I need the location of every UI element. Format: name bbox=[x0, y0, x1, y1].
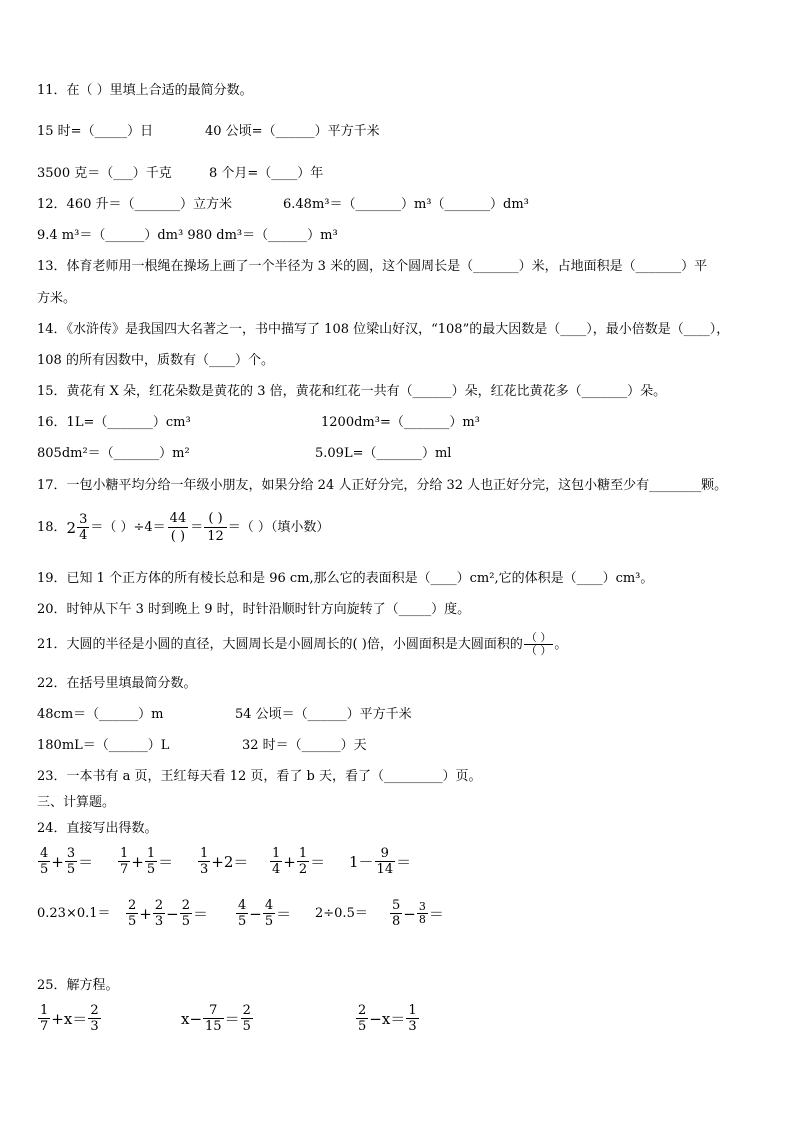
q23-line1[interactable]: 23．一本书有 a 页，王红每天看 12 页，看了 b 天，看了（_________）页。 bbox=[37, 769, 482, 784]
q18-line bbox=[37, 510, 329, 545]
q24-r1-item1[interactable]: $\frac{4}{5}$ + $\frac{3}{5}$ ＝ bbox=[40, 846, 94, 877]
q22-line1 bbox=[37, 706, 412, 724]
q25-equation-3[interactable]: $\frac{2}{5}$ −x＝ $\frac{1}{3}$ bbox=[358, 1003, 417, 1034]
q25-equation-2[interactable]: x− $\frac{7}{15}$ ＝ $\frac{2}{5}$ bbox=[181, 1003, 251, 1034]
q22-blank-cm[interactable]: 48cm＝（______）m bbox=[37, 707, 164, 722]
q20-line1[interactable]: 20．时钟从下午 3 时到晚上 9 时，时针沿顺时针方向旋转了（_____）度。 bbox=[37, 602, 471, 617]
q11-line2 bbox=[37, 165, 323, 183]
q18-label: 18． bbox=[37, 519, 67, 535]
q16-blank-dm3[interactable]: 1200dm³=（_______）m³ bbox=[321, 415, 480, 430]
q14-line2[interactable]: 108 的所有因数中，质数有（____）个。 bbox=[37, 353, 274, 368]
q24-r1-item3[interactable]: $\frac{1}{3}$ +2＝ bbox=[200, 846, 249, 877]
q11-blank-months[interactable]: 8 个月=（____）年 bbox=[209, 166, 324, 181]
q11-title: 11．在（ ）里填上合适的最简分数。 bbox=[37, 83, 253, 98]
q18-equals: ＝ bbox=[190, 519, 204, 535]
q15-line1[interactable]: 15．黄花有 X 朵，红花朵数是黄花的 3 倍，黄花和红花一共有（______）朵，红花比黄花多（_______）朵。 bbox=[37, 384, 667, 399]
q18-mixed-number: 2 $\frac{3}{4}$ bbox=[66, 512, 88, 543]
q16-line2 bbox=[37, 445, 451, 463]
q14-line1[interactable]: 14．《水浒传》是我国四大名著之一，书中描写了 108 位梁山好汉，“108”的最大因数是（____），最小倍数是（____）， bbox=[37, 322, 730, 337]
q12-blank-liters[interactable]: 12．460 升＝（_______）立方米 bbox=[37, 197, 232, 212]
q24-r2-item2[interactable]: $\frac{2}{5}$ + $\frac{2}{3}$ − $\frac{2}{5}$ ＝ bbox=[128, 898, 209, 929]
q24-row2 bbox=[37, 898, 444, 929]
q21-fraction-blank[interactable]: $\frac{( )}{( )}$ bbox=[525, 631, 552, 657]
q13-line1[interactable]: 13．体育老师用一根绳在操场上画了一个半径为 3 米的圆，这个圆周长是（_______）米，占地面积是（_______）平 bbox=[37, 259, 708, 274]
q18-fraction-44[interactable]: $\frac{44}{( )}$ bbox=[169, 511, 187, 544]
q22-blank-hectare[interactable]: 54 公顷＝（______）平方千米 bbox=[235, 707, 412, 722]
q24-r1-item5[interactable]: 1－ $\frac{9}{14}$ ＝ bbox=[349, 846, 412, 877]
q16-blank-dm2[interactable]: 805dm²＝（_______）m² bbox=[37, 446, 190, 461]
q11-blank-hours-days[interactable]: 15 时=（_____）日 bbox=[37, 124, 154, 139]
q16-line1 bbox=[37, 414, 480, 432]
q24-r2-item3[interactable]: $\frac{4}{5}$ − $\frac{4}{5}$ ＝ bbox=[238, 898, 292, 929]
q24-r2-item1[interactable]: 0.23×0.1＝ bbox=[37, 905, 111, 921]
q18-fraction-12[interactable]: $\frac{( )}{12}$ bbox=[204, 510, 227, 545]
q24-title: 24．直接写出得数。 bbox=[37, 821, 158, 836]
q13-line2: 方米。 bbox=[37, 291, 77, 306]
section-3-heading: 三、计算题。 bbox=[37, 795, 116, 810]
q11-blank-hectare[interactable]: 40 公顷=（______）平方千米 bbox=[205, 124, 380, 139]
q12-line2[interactable]: 9.4 m³＝（______）dm³ 980 dm³＝（______）m³ bbox=[37, 228, 338, 243]
q25-title: 25．解方程。 bbox=[37, 978, 119, 993]
q24-r1-item4[interactable]: $\frac{1}{4}$ + $\frac{1}{2}$ ＝ bbox=[272, 846, 326, 877]
q12-blank-cubic[interactable]: 6.48m³＝（_______）m³（_______）dm³ bbox=[283, 197, 529, 212]
q16-blank-ml[interactable]: 5.09L=（_______）ml bbox=[315, 446, 452, 461]
q19-line1[interactable]: 19．已知 1 个正方体的所有棱长总和是 96 cm,那么它的表面积是（____）cm²,它的体积是（____）cm³。 bbox=[37, 571, 654, 586]
q21-line bbox=[37, 632, 567, 657]
q22-title: 22．在括号里填最简分数。 bbox=[37, 676, 197, 691]
q22-blank-ml[interactable]: 180mL＝（______）L bbox=[37, 738, 170, 753]
q24-row1 bbox=[37, 846, 411, 877]
q21-text[interactable]: 21．大圆的半径是小圆的直径，大圆周长是小圆周长的( )倍，小圆面积是大圆面积的 bbox=[37, 636, 523, 652]
q24-r2-item4[interactable]: 2÷0.5＝ bbox=[315, 905, 368, 921]
q12-line1 bbox=[37, 196, 529, 214]
q25-equation-1[interactable]: $\frac{1}{7}$ +x＝ $\frac{2}{3}$ bbox=[40, 1003, 99, 1034]
q16-blank-liter[interactable]: 16．1L=（_______）cm³ bbox=[37, 415, 191, 430]
q22-line2 bbox=[37, 737, 367, 755]
q18-blank-decimal[interactable]: ＝（ ）（填小数） bbox=[227, 519, 330, 535]
q22-blank-hours[interactable]: 32 时＝（______）天 bbox=[242, 738, 367, 753]
q21-end: 。 bbox=[554, 636, 568, 652]
q24-r1-item2[interactable]: $\frac{1}{7}$ + $\frac{1}{5}$ ＝ bbox=[120, 846, 174, 877]
q11-blank-grams[interactable]: 3500 克＝（___）千克 bbox=[37, 166, 172, 181]
q17-line1[interactable]: 17．一包小糖平均分给一年级小朋友，如果分给 24 人正好分完，分给 32 人也正好分完，这包小糖至少有________颗。 bbox=[37, 478, 728, 493]
q11-line1 bbox=[37, 123, 380, 141]
q25-equations bbox=[37, 1003, 420, 1034]
q24-r2-item5[interactable]: $\frac{5}{8}$ − $\frac{3}{8}$ ＝ bbox=[392, 898, 444, 929]
q18-blank-divide[interactable]: ＝（ ）÷4＝ bbox=[90, 519, 166, 535]
